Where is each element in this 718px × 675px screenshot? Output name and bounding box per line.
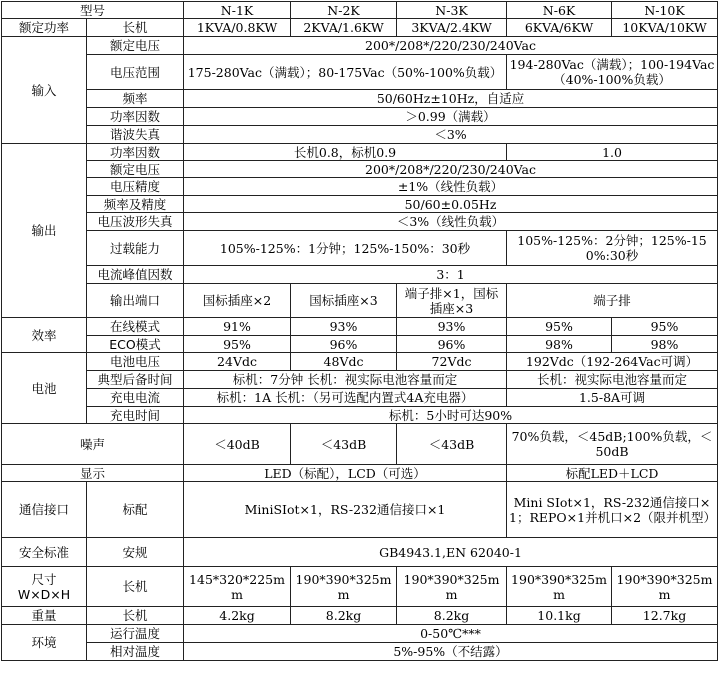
efficiency-value: 95% (507, 318, 612, 336)
output-overload-small: 105%-125%：1分钟；125%-150%：30秒 (184, 231, 507, 266)
weight-value: 8.2kg (397, 607, 507, 625)
output-power-factor-small: 长机0.8，标机0.9 (184, 144, 507, 161)
size-label (2, 567, 87, 607)
output-power-factor-label: 功率因数 (87, 144, 184, 161)
input-voltage-range-small: 175-280Vac（满载）；80-175Vac（50%-100%负载） (184, 55, 507, 90)
input-thd-label: 谐波失真 (87, 126, 184, 144)
model-header: 型号 (2, 2, 184, 19)
battery-charge-time-value: 标机：5小时可达90% (184, 407, 718, 424)
spec-table (1, 1, 718, 661)
output-crest-factor-value: 3：1 (184, 266, 718, 284)
comm-large: Mini SIot×1，RS-232通信接口×1；REPO×1并机口×2（限并机型） (507, 482, 718, 538)
safety-label: 安全标准 (2, 538, 87, 567)
efficiency-value: 98% (612, 336, 718, 353)
rated-power-value: 1KVA/0.8KW (184, 19, 291, 37)
output-power-factor-large: 1.0 (507, 144, 718, 161)
comm-label: 通信接口 (2, 482, 87, 538)
weight-label: 重量 (2, 607, 87, 625)
rated-power-sub: 长机 (87, 19, 184, 37)
input-frequency-label: 频率 (87, 90, 184, 108)
noise-label: 噪声 (2, 424, 184, 465)
humidity-value: 5%-95%（不结露） (184, 643, 718, 661)
battery-charge-current-large: 1.5-8A可调 (507, 389, 718, 407)
input-power-factor-value: ＞0.99（满载） (184, 108, 718, 126)
size-value: 145*320*225mm (184, 567, 291, 607)
efficiency-value: 96% (397, 336, 507, 353)
output-ports-value: 端子排×1，国标插座×3 (397, 284, 507, 318)
rated-power-value: 10KVA/10KW (612, 19, 718, 37)
output-ports-label: 输出端口 (87, 284, 184, 318)
noise-value: ＜43dB (291, 424, 397, 465)
battery-backup-large: 长机：视实际电池容量而定 (507, 371, 718, 389)
battery-voltage-label: 电池电压 (87, 353, 184, 371)
model-name: N-1K (184, 2, 291, 19)
output-ports-value: 国标插座×2 (184, 284, 291, 318)
output-rated-voltage-value: 200*/208*/220/230/240Vac (184, 161, 718, 178)
operating-temp-value: 0-50℃*** (184, 625, 718, 643)
model-name: N-2K (291, 2, 397, 19)
operating-temp-label: 运行温度 (87, 625, 184, 643)
output-crest-factor-label: 电流峰值因数 (87, 266, 184, 284)
input-voltage-range-label: 电压范围 (87, 55, 184, 90)
display-large: 标配LED＋LCD (507, 465, 718, 482)
rated-power-row (2, 19, 718, 37)
model-name: N-10K (612, 2, 718, 19)
rated-power-value: 6KVA/6KW (507, 19, 612, 37)
efficiency-value: 95% (612, 318, 718, 336)
efficiency-eco-label: ECO模式 (87, 336, 184, 353)
output-section-label: 输出 (2, 144, 87, 318)
battery-charge-current-label: 充电电流 (87, 389, 184, 407)
model-name: N-6K (507, 2, 612, 19)
output-waveform-value: ＜3%（线性负载） (184, 213, 718, 231)
output-overload-label: 过载能力 (87, 231, 184, 266)
size-value: 190*390*325mm (291, 567, 397, 607)
input-section-label: 输入 (2, 37, 87, 144)
output-ports-value: 端子排 (507, 284, 718, 318)
output-overload-large: 105%-125%：2分钟；125%-150%:30秒 (507, 231, 718, 266)
weight-sub: 长机 (87, 607, 184, 625)
weight-value: 4.2kg (184, 607, 291, 625)
output-ports-value: 国标插座×3 (291, 284, 397, 318)
output-freq-accuracy-label: 频率及精度 (87, 196, 184, 213)
efficiency-section-label: 效率 (2, 318, 87, 353)
model-name: N-3K (397, 2, 507, 19)
weight-value: 8.2kg (291, 607, 397, 625)
efficiency-value: 93% (397, 318, 507, 336)
input-frequency-value: 50/60Hz±10Hz，自适应 (184, 90, 718, 108)
input-rated-voltage-label: 额定电压 (87, 37, 184, 55)
output-freq-accuracy-value: 50/60±0.05Hz (184, 196, 718, 213)
input-power-factor-label: 功率因数 (87, 108, 184, 126)
safety-sub: 安规 (87, 538, 184, 567)
battery-voltage-value: 48Vdc (291, 353, 397, 371)
battery-voltage-value: 192Vdc（192-264Vac可调） (507, 353, 718, 371)
output-rated-voltage-label: 额定电压 (87, 161, 184, 178)
rated-power-label: 额定功率 (2, 19, 87, 37)
efficiency-online-label: 在线模式 (87, 318, 184, 336)
efficiency-value: 96% (291, 336, 397, 353)
size-value: 190*390*325mm (507, 567, 612, 607)
header-row (2, 2, 718, 19)
size-label-text: 尺寸 (31, 571, 57, 587)
output-voltage-accuracy-value: ±1%（线性负载） (184, 178, 718, 196)
rated-power-value: 2KVA/1.6KW (291, 19, 397, 37)
efficiency-value: 95% (184, 336, 291, 353)
battery-charge-time-label: 充电时间 (87, 407, 184, 424)
humidity-label: 相对温度 (87, 643, 184, 661)
weight-value: 12.7kg (612, 607, 718, 625)
output-waveform-label: 电压波形失真 (87, 213, 184, 231)
input-thd-value: ＜3% (184, 126, 718, 144)
battery-charge-current-small: 标机：1A 长机：（另可选配内置式4A充电器） (184, 389, 507, 407)
rated-power-value: 3KVA/2.4KW (397, 19, 507, 37)
battery-voltage-value: 72Vdc (397, 353, 507, 371)
environment-section-label: 环境 (2, 625, 87, 661)
battery-backup-small: 标机：7分钟 长机：视实际电池容量而定 (184, 371, 507, 389)
display-label: 显示 (2, 465, 184, 482)
comm-small: MiniSIot×1，RS-232通信接口×1 (184, 482, 507, 538)
battery-section-label: 电池 (2, 353, 87, 424)
comm-sub: 标配 (87, 482, 184, 538)
battery-voltage-value: 24Vdc (184, 353, 291, 371)
noise-value: 70%负载，＜45dB;100%负载，＜50dB (507, 424, 718, 465)
battery-backup-label: 典型后备时间 (87, 371, 184, 389)
input-voltage-range-large: 194-280Vac（满载）；100-194Vac（40%-100%负载） (507, 55, 718, 90)
size-value: 190*390*325mm (612, 567, 718, 607)
input-rated-voltage-value: 200*/208*/220/230/240Vac (184, 37, 718, 55)
output-voltage-accuracy-label: 电压精度 (87, 178, 184, 196)
display-small: LED（标配），LCD（可选） (184, 465, 507, 482)
safety-value: GB4943.1,EN 62040-1 (184, 538, 718, 567)
size-sub: 长机 (87, 567, 184, 607)
efficiency-value: 98% (507, 336, 612, 353)
noise-value: ＜40dB (184, 424, 291, 465)
weight-value: 10.1kg (507, 607, 612, 625)
efficiency-value: 93% (291, 318, 397, 336)
size-label-dims: W×D×H (17, 586, 71, 602)
efficiency-value: 91% (184, 318, 291, 336)
noise-value: ＜43dB (397, 424, 507, 465)
size-value: 190*390*325mm (397, 567, 507, 607)
